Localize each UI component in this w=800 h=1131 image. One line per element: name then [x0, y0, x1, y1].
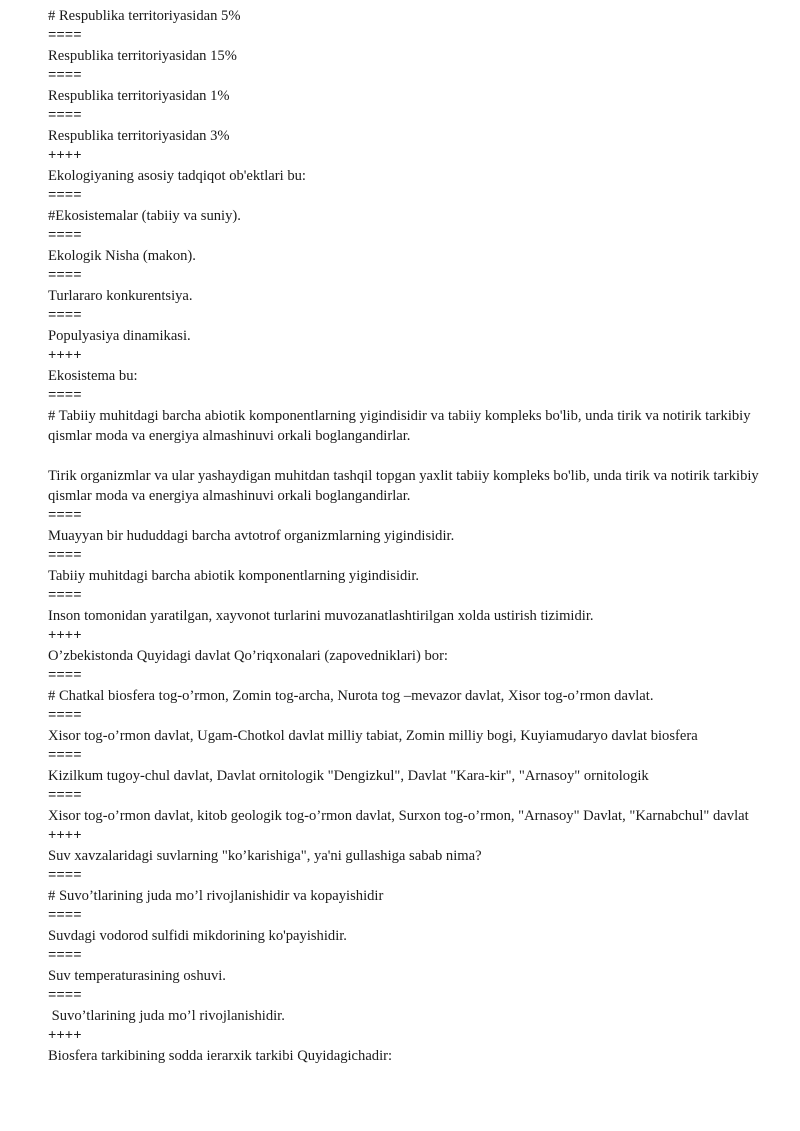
- separator-line: ====: [48, 668, 82, 684]
- text-line: # Respublika territoriyasidan 5%: [48, 8, 241, 24]
- text-line: # Tabiiy muhitdagi barcha abiotik komponentlarning yigindisidir va tabiiy kompleks bo'lib, unda tirik va notirik tarkibiy qismlar moda va energiya almashinuvi orkali boglangandirlar.: [48, 408, 755, 444]
- separator-line: ====: [48, 708, 82, 724]
- separator-line: ====: [48, 868, 82, 884]
- text-line: Kizilkum tugoy-chul davlat, Davlat ornitologik "Dengizkul", Davlat "Kara-kir", "Arnasoy" ornitologik: [48, 768, 649, 784]
- separator-line: ====: [48, 228, 82, 244]
- separator-line: ====: [48, 68, 82, 84]
- separator-line: ====: [48, 188, 82, 204]
- separator-line: ++++: [48, 348, 82, 364]
- text-line: Respublika territoriyasidan 3%: [48, 128, 230, 144]
- separator-line: ++++: [48, 148, 82, 164]
- separator-line: ====: [48, 108, 82, 124]
- separator-line: ====: [48, 388, 82, 404]
- separator-line: ====: [48, 28, 82, 44]
- separator-line: ====: [48, 988, 82, 1004]
- blank-line: [48, 446, 760, 466]
- separator-line: ====: [48, 308, 82, 324]
- separator-line: ====: [48, 548, 82, 564]
- text-line: Suvdagi vodorod sulfidi mikdorining ko'payishidir.: [48, 928, 347, 944]
- text-line: Ekologiyaning asosiy tadqiqot ob'ektlari bu:: [48, 168, 306, 184]
- separator-line: ++++: [48, 628, 82, 644]
- text-line: Ekologik Nisha (makon).: [48, 248, 196, 264]
- text-line: Populyasiya dinamikasi.: [48, 328, 191, 344]
- separator-line: ====: [48, 508, 82, 524]
- text-line: # Suvo’tlarining juda mo’l rivojlanishidir va kopayishidir: [48, 888, 384, 904]
- text-line: Respublika territoriyasidan 15%: [48, 48, 237, 64]
- separator-line: ++++: [48, 828, 82, 844]
- text-line: Ekosistema bu:: [48, 368, 138, 384]
- text-line: Suvo’tlarining juda mo’l rivojlanishidir.: [48, 1008, 285, 1024]
- text-line: Tirik organizmlar va ular yashaydigan muhitdan tashqil topgan yaxlit tabiiy kompleks bo'lib, unda tirik va notirik tarkibiy qismlar moda va energiya almashinuvi orkali boglangandirlar.: [48, 468, 763, 504]
- separator-line: ====: [48, 748, 82, 764]
- text-line: Suv temperaturasining oshuvi.: [48, 968, 226, 984]
- separator-line: ====: [48, 948, 82, 964]
- separator-line: ====: [48, 268, 82, 284]
- separator-line: ++++: [48, 1028, 82, 1044]
- separator-line: ====: [48, 788, 82, 804]
- text-line: Respublika territoriyasidan 1%: [48, 88, 230, 104]
- text-line: Xisor tog-o’rmon davlat, kitob geologik tog-o’rmon davlat, Surxon tog-o’rmon, "Arnasoy" Davlat, "Karnabchul" davlat: [48, 808, 749, 824]
- text-line: Inson tomonidan yaratilgan, xayvonot turlarini muvozanatlashtirilgan xolda ustirish tizimidir.: [48, 608, 594, 624]
- text-line: O’zbekistonda Quyidagi davlat Qo’riqxonalari (zapovedniklari) bor:: [48, 648, 448, 664]
- text-line: Biosfera tarkibining sodda ierarxik tarkibi Quyidagichadir:: [48, 1048, 393, 1064]
- text-line: # Chatkal biosfera tog-o’rmon, Zomin tog-archa, Nurota tog –mevazor davlat, Xisor tog-o’rmon davlat.: [48, 688, 654, 704]
- separator-line: ====: [48, 588, 82, 604]
- text-line: Muayyan bir hududdagi barcha avtotrof organizmlarning yigindisidir.: [48, 528, 455, 544]
- text-line: Tabiiy muhitdagi barcha abiotik komponentlarning yigindisidir.: [48, 568, 420, 584]
- separator-line: ====: [48, 908, 82, 924]
- text-line: Turlararo konkurentsiya.: [48, 288, 193, 304]
- text-line: #Ekosistemalar (tabiiy va suniy).: [48, 208, 241, 224]
- text-line: Suv xavzalaridagi suvlarning "ko’karishiga", ya'ni gullashiga sabab nima?: [48, 848, 482, 864]
- text-line: Xisor tog-o’rmon davlat, Ugam-Chotkol davlat milliy tabiat, Zomin milliy bogi, Kuyiamudaryo davlat biosfera: [48, 728, 698, 744]
- document-page: [48, 6, 763, 1066]
